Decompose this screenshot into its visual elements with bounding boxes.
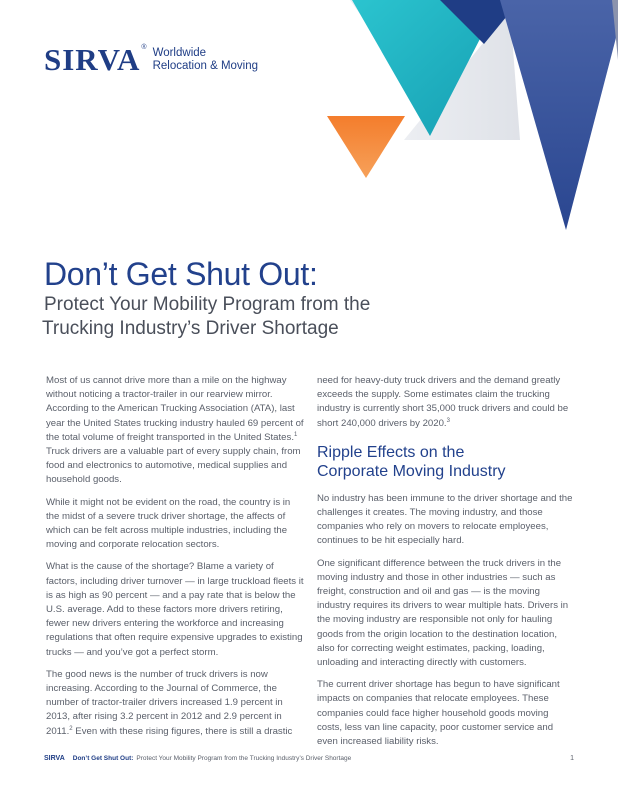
sirva-logo [44, 44, 258, 75]
right-column [317, 374, 573, 757]
left-paragraph-1: Most of us cannot drive more than a mile on the highway without noticing a tractor-trailer in our rearview mirror. According to the American Trucking Association (ATA), last year the United States trucking industry hauled 69 percent of the total volume of freight transported in the United States.$^1$ Truck drivers are a valuable part of every supply chain, from food and electronics to automotive, medical supplies and household goods. [46, 375, 304, 486]
page-footer [44, 755, 574, 762]
section-heading-line2: Corporate Moving Industry [317, 463, 506, 481]
page-subtitle [44, 293, 464, 341]
logo-tagline [153, 47, 258, 73]
right-paragraph-1: need for heavy-duty truck drivers and the demand greatly exceeds the supply. Some estimates claim the trucking industry is currently short 35,000 truck drivers and could be short 240,000 drivers by 2020.$^3$ [317, 375, 569, 429]
footer-title: Don’t Get Shut Out: [72, 755, 134, 762]
right-paragraph-3: One significant difference between the truck drivers in the moving industry and those in other industries — such as freight, construction and oil and gas — is the moving industry requires its drivers to wear multiple hats. Drivers in the moving industry are responsible not only for hauling goods from the origin location to the destination location, also for correcting weight estimates, packing, loading, unloading and interacting directly with customers. [317, 557, 569, 669]
subtitle-line1: Protect Your Mobility Program from the [44, 294, 371, 315]
section-heading [317, 443, 573, 482]
page-title: Don’t Get Shut Out: [44, 256, 318, 292]
left-paragraph-4: The good news is the number of truck drivers is now increasing. According to the Journal of Commerce, the number of tractor-trailer drivers increased 1.9 percent in 2013, after rising 3.2 percent in 2012 and 2.9 percent in 2011.$^2$ Even with these rising figures, there is still a drastic [46, 668, 293, 737]
subtitle-line2: Trucking Industry’s Driver Shortage [42, 318, 339, 339]
left-paragraph-3: What is the cause of the shortage? Blame a variety of factors, including driver turnover — in large truckload fleets it is as high as 90 percent — and a pay rate that is below the U.S. average. Add to these factors more drivers retiring, fewer new drivers entering the workforce and increasing regulations that often require expensive upgrades to existing trucks — and you’ve got a perfect storm. [46, 561, 304, 658]
left-paragraph-2: While it might not be evident on the road, the country is in the midst of a severe truck driver shortage, the affects of which can be felt across multiple industries, including the moving and corporate relocation sectors. [46, 496, 291, 551]
right-paragraph-4: The current driver shortage has begun to have significant impacts on companies that relocate employees. These companies could face higher household goods moving costs, less van line capacity, poor customer service and even increased liability risks. [317, 679, 560, 748]
logo-registered-mark: ® [141, 44, 147, 51]
decorative-triangles [0, 0, 618, 240]
logo-tagline-line1: Worldwide [152, 46, 207, 59]
right-paragraph-2: No industry has been immune to the driver shortage and the challenges it creates. The moving industry, and those companies who rely on movers to relocate employees, continues to be hit especially hard. [317, 492, 573, 547]
footer-brand: SIRVA [44, 755, 65, 762]
logo-wordmark: SIRVA [44, 42, 141, 77]
footnote-ref-1: 1 [293, 431, 298, 438]
footer-subtitle: Protect Your Mobility Program from the Trucking Industry’s Driver Shortage [136, 755, 352, 762]
logo-tagline-line2: Relocation & Moving [152, 59, 259, 72]
orange-triangle [327, 116, 405, 178]
left-column [46, 374, 306, 747]
footnote-ref-3: 3 [446, 417, 450, 424]
footnote-ref-2: 2 [69, 725, 73, 732]
section-heading-line1: Ripple Effects on the [317, 443, 465, 461]
page-number: 1 [570, 755, 574, 762]
